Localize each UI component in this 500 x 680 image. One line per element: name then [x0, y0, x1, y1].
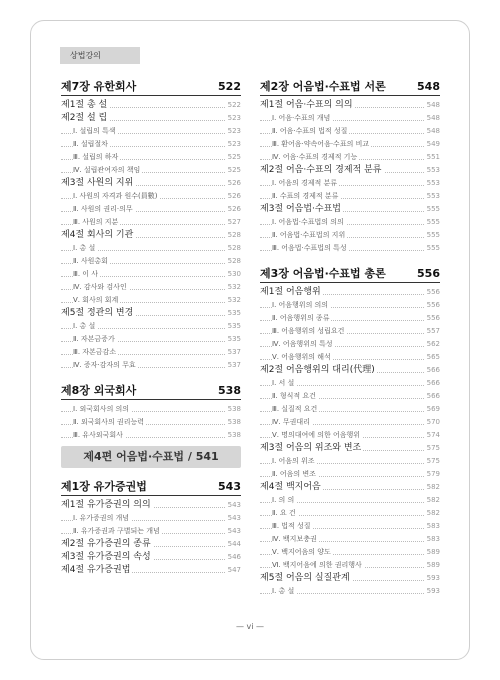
subsection-entry[interactable] — [260, 546, 440, 559]
subsection-entry-page: 569 — [425, 403, 440, 416]
subsection-entry-page: 543 — [226, 525, 241, 538]
subsection-entry-title: Ⅳ. 설립관여자의 책임 — [73, 164, 142, 177]
chapter-entry-page: 548 — [417, 80, 440, 93]
subsection-entry-title: Ⅰ. 유가증권의 개념 — [73, 512, 131, 525]
subsection-entry-title: Ⅳ. 어음행위의 특성 — [272, 338, 334, 351]
subsection-entry-page: 532 — [226, 281, 241, 294]
subsection-entry[interactable] — [61, 512, 241, 525]
subsection-entry-title: Ⅳ. 감사와 검사인 — [73, 281, 129, 294]
subsection-entry-title: Ⅳ. 증자·감자의 무효 — [73, 359, 138, 372]
subsection-entry-title: Ⅵ. 백지어음에 의한 권리행사 — [272, 559, 364, 572]
section-entry-page: 556 — [425, 286, 440, 299]
subsection-entry-page: 566 — [425, 390, 440, 403]
chapter-entry-title: 제1장 유가증권법 — [61, 480, 147, 493]
subsection-entry-page: 574 — [425, 429, 440, 442]
section-entry[interactable] — [260, 572, 440, 585]
subsection-entry-title: Ⅰ. 총 설 — [272, 585, 296, 598]
chapter-entry[interactable] — [61, 478, 241, 496]
section-entry-page: 522 — [226, 99, 241, 112]
subsection-entry-title: Ⅳ. 무권대리 — [272, 416, 312, 429]
subsection-entry-title: Ⅰ. 설립의 특색 — [73, 125, 118, 138]
subsection-entry-title: Ⅲ. 실질적 요건 — [272, 403, 319, 416]
subsection-entry[interactable] — [61, 125, 241, 138]
section-entry-title: 제3절 어음의 위조와 변조 — [260, 443, 362, 453]
subsection-entry[interactable] — [260, 151, 440, 164]
section-entry-page: 553 — [425, 164, 440, 177]
section-entry-page: 544 — [226, 538, 241, 551]
subsection-entry-title: Ⅲ. 이 사 — [73, 268, 100, 281]
chapter-entry[interactable] — [260, 265, 440, 283]
subsection-entry[interactable] — [260, 125, 440, 138]
subsection-entry-page: 532 — [226, 294, 241, 307]
section-entry-page: 582 — [425, 481, 440, 494]
subsection-entry[interactable] — [61, 416, 241, 429]
subsection-entry-title: Ⅴ. 명의대여에 의한 어음행위 — [272, 429, 362, 442]
section-entry[interactable] — [61, 177, 241, 190]
section-entry[interactable] — [260, 364, 440, 377]
subsection-entry[interactable] — [260, 229, 440, 242]
subsection-entry[interactable] — [61, 403, 241, 416]
subsection-entry-title: Ⅰ. 총 설 — [73, 320, 97, 333]
subsection-entry-title: Ⅰ. 어음·수표의 개념 — [272, 112, 332, 125]
section-entry-title: 제2절 설 립 — [61, 113, 108, 123]
section-entry-page: 546 — [226, 551, 241, 564]
chapter-entry-page: 538 — [218, 384, 241, 397]
subsection-entry-title: Ⅰ. 어음의 경제적 분류 — [272, 177, 339, 190]
subsection-entry[interactable] — [260, 533, 440, 546]
subsection-entry-page: 525 — [226, 151, 241, 164]
subsection-entry-page: 525 — [226, 164, 241, 177]
section-entry-page: 528 — [226, 229, 241, 242]
subsection-entry-page: 555 — [425, 242, 440, 255]
subsection-entry-page: 557 — [425, 325, 440, 338]
subsection-entry[interactable] — [61, 294, 241, 307]
subsection-entry[interactable] — [260, 455, 440, 468]
subsection-entry-page: 582 — [425, 494, 440, 507]
subsection-entry-page: 582 — [425, 507, 440, 520]
section-entry-title: 제3절 사원의 지위 — [61, 178, 134, 188]
subsection-entry-title: Ⅱ. 사원총회 — [73, 255, 110, 268]
chapter-entry[interactable] — [61, 382, 241, 400]
section-entry-title: 제1절 어음행위 — [260, 287, 321, 297]
section-entry-page: 555 — [425, 203, 440, 216]
subsection-entry[interactable] — [260, 494, 440, 507]
subsection-entry-page: 530 — [226, 268, 241, 281]
subsection-entry[interactable] — [61, 359, 241, 372]
subsection-entry-title: Ⅳ. 어음·수표의 경제적 기능 — [272, 151, 359, 164]
subsection-entry-title: Ⅰ. 어음법·수표법의 의의 — [272, 216, 346, 229]
subsection-entry-page: 543 — [226, 512, 241, 525]
subsection-entry-page: 553 — [425, 177, 440, 190]
subsection-entry-page: 570 — [425, 416, 440, 429]
subsection-entry-title: Ⅱ. 어음·수표의 법적 성질 — [272, 125, 349, 138]
subsection-entry[interactable] — [61, 333, 241, 346]
subsection-entry-page: 528 — [226, 242, 241, 255]
section-entry[interactable] — [61, 564, 241, 577]
subsection-entry[interactable] — [260, 190, 440, 203]
subsection-entry[interactable] — [260, 138, 440, 151]
subsection-entry[interactable] — [61, 525, 241, 538]
section-entry-page: 593 — [425, 572, 440, 585]
section-entry-title: 제3절 유가증권의 속성 — [61, 552, 151, 562]
subsection-entry[interactable] — [260, 177, 440, 190]
section-entry-title: 제5절 정관의 변경 — [61, 308, 134, 318]
section-entry-title: 제4절 유가증권법 — [61, 565, 131, 575]
subsection-entry[interactable] — [260, 507, 440, 520]
section-entry-title: 제2절 어음행위의 대리(代理) — [260, 365, 375, 375]
subsection-entry-page: 575 — [425, 455, 440, 468]
subsection-entry-page: 523 — [226, 138, 241, 151]
subsection-entry[interactable] — [260, 377, 440, 390]
subsection-entry-page: 537 — [226, 359, 241, 372]
toc-left-column — [61, 78, 241, 577]
subsection-entry-page: 526 — [226, 190, 241, 203]
subsection-entry-title: Ⅰ. 사원의 자격과 원수(員數) — [73, 190, 160, 203]
section-entry[interactable] — [61, 499, 241, 512]
subsection-entry-title: Ⅰ. 외국회사의 의의 — [73, 403, 131, 416]
chapter-entry-page: 522 — [218, 80, 241, 93]
subsection-entry-page: 538 — [226, 416, 241, 429]
subsection-entry-page: 535 — [226, 333, 241, 346]
subsection-entry[interactable] — [260, 468, 440, 481]
subsection-entry-title: Ⅰ. 어음행위의 의의 — [272, 299, 330, 312]
subsection-entry-title: Ⅲ. 사원의 지분 — [73, 216, 120, 229]
subsection-entry-title: Ⅲ. 자본금감소 — [73, 346, 118, 359]
chapter-entry[interactable] — [260, 78, 440, 96]
subsection-entry-title: Ⅰ. 어음의 위조 — [272, 455, 317, 468]
subsection-entry[interactable] — [260, 112, 440, 125]
subsection-entry-page: 583 — [425, 533, 440, 546]
subsection-entry-title: Ⅱ. 사원의 권리·의무 — [73, 203, 135, 216]
section-entry[interactable] — [61, 551, 241, 564]
chapter-entry-page: 543 — [218, 480, 241, 493]
subsection-entry[interactable] — [61, 151, 241, 164]
subsection-entry[interactable] — [260, 351, 440, 364]
subsection-entry-page: 523 — [226, 125, 241, 138]
subsection-entry[interactable] — [61, 138, 241, 151]
section-entry-page: 566 — [425, 364, 440, 377]
subsection-entry-page: 555 — [425, 216, 440, 229]
subsection-entry[interactable] — [61, 190, 241, 203]
subsection-entry[interactable] — [61, 255, 241, 268]
subsection-entry-page: 562 — [425, 338, 440, 351]
subsection-entry-page: 593 — [425, 585, 440, 598]
chapter-entry-title: 제7장 유한회사 — [61, 80, 137, 93]
page-number: — vi — — [235, 622, 265, 631]
subsection-entry[interactable] — [260, 312, 440, 325]
subsection-entry[interactable] — [260, 338, 440, 351]
subsection-entry[interactable] — [61, 164, 241, 177]
subsection-entry-title: Ⅲ. 법적 성질 — [272, 520, 313, 533]
subsection-entry-title: Ⅲ. 설립의 하자 — [73, 151, 120, 164]
subsection-entry-title: Ⅴ. 백지어음의 양도 — [272, 546, 333, 559]
subsection-entry-title: Ⅱ. 어음법·수표법의 지위 — [272, 229, 347, 242]
subsection-entry-title: Ⅱ. 수표의 경제적 분류 — [272, 190, 340, 203]
section-entry-page: 547 — [226, 564, 241, 577]
subsection-entry-page: 548 — [425, 125, 440, 138]
subsection-entry-title: Ⅲ. 유사외국회사 — [73, 429, 125, 442]
subsection-entry[interactable] — [260, 242, 440, 255]
subsection-entry-page: 551 — [425, 151, 440, 164]
subsection-entry[interactable] — [260, 429, 440, 442]
section-entry-title: 제1절 어음·수표의 의의 — [260, 100, 353, 110]
chapter-entry[interactable] — [61, 78, 241, 96]
subsection-entry-title: Ⅱ. 형식적 요건 — [272, 390, 318, 403]
subsection-entry-page: 583 — [425, 520, 440, 533]
subsection-entry-title: Ⅰ. 서 설 — [272, 377, 296, 390]
subsection-entry-page: 538 — [226, 429, 241, 442]
subsection-entry-page: 538 — [226, 403, 241, 416]
subsection-entry-page: 537 — [226, 346, 241, 359]
section-entry-title: 제4절 회사의 기관 — [61, 230, 134, 240]
subsection-entry-page: 555 — [425, 229, 440, 242]
subsection-entry[interactable] — [61, 346, 241, 359]
section-entry-page: 526 — [226, 177, 241, 190]
subsection-entry-page: 579 — [425, 468, 440, 481]
section-entry[interactable] — [260, 286, 440, 299]
subsection-entry[interactable] — [61, 216, 241, 229]
book-title-tab: 상법강의 — [60, 47, 140, 64]
section-entry-title: 제1절 총 설 — [61, 100, 108, 110]
section-entry-title: 제4절 백지어음 — [260, 482, 321, 492]
subsection-entry-page: 565 — [425, 351, 440, 364]
chapter-entry-title: 제8장 외국회사 — [61, 384, 137, 397]
section-entry-title: 제2절 어음·수표의 경제적 분류 — [260, 165, 382, 175]
section-entry-page: 523 — [226, 112, 241, 125]
subsection-entry-page: 553 — [425, 190, 440, 203]
subsection-entry[interactable] — [61, 281, 241, 294]
subsection-entry[interactable] — [61, 268, 241, 281]
subsection-entry[interactable] — [260, 325, 440, 338]
chapter-entry-page: 556 — [417, 267, 440, 280]
subsection-entry[interactable] — [260, 403, 440, 416]
subsection-entry-title: Ⅱ. 어음행위의 종류 — [272, 312, 331, 325]
section-entry[interactable] — [260, 203, 440, 216]
subsection-entry-page: 589 — [425, 546, 440, 559]
section-entry-page: 575 — [425, 442, 440, 455]
section-entry-title: 제2절 유가증권의 종류 — [61, 539, 151, 549]
subsection-entry[interactable] — [260, 216, 440, 229]
subsection-entry-title: Ⅳ. 백지보충권 — [272, 533, 319, 546]
subsection-entry-title: Ⅱ. 요 건 — [272, 507, 298, 520]
subsection-entry-title: Ⅲ. 어음행위의 성립요건 — [272, 325, 346, 338]
chapter-entry-title: 제3장 어음법·수표법 총론 — [260, 267, 386, 280]
toc-right-column — [260, 78, 440, 598]
section-entry[interactable] — [61, 307, 241, 320]
part-banner: 제4편 어음법·수표법 / 541 — [61, 446, 241, 468]
subsection-entry-title: Ⅴ. 회사의 회계 — [73, 294, 120, 307]
section-entry[interactable] — [61, 538, 241, 551]
subsection-entry-page: 526 — [226, 203, 241, 216]
section-entry-title: 제5절 어음의 실질관계 — [260, 573, 350, 583]
subsection-entry-page: 556 — [425, 312, 440, 325]
subsection-entry-page: 548 — [425, 112, 440, 125]
section-entry-page: 543 — [226, 499, 241, 512]
subsection-entry-page: 589 — [425, 559, 440, 572]
subsection-entry-title: Ⅴ. 어음행위의 해석 — [272, 351, 333, 364]
spacer — [260, 255, 440, 265]
subsection-entry-title: Ⅲ. 어음법·수표법의 특성 — [272, 242, 349, 255]
subsection-entry-title: Ⅱ. 외국회사의 권리능력 — [73, 416, 146, 429]
subsection-entry-title: Ⅱ. 자본금증가 — [73, 333, 117, 346]
section-entry[interactable] — [260, 164, 440, 177]
subsection-entry-title: Ⅰ. 의 의 — [272, 494, 296, 507]
subsection-entry-page: 527 — [226, 216, 241, 229]
subsection-entry[interactable] — [61, 429, 241, 442]
subsection-entry-page: 535 — [226, 320, 241, 333]
section-entry-title: 제1절 유가증권의 의의 — [61, 500, 151, 510]
subsection-entry-title: Ⅲ. 환어음·약속어음·수표의 비교 — [272, 138, 371, 151]
section-entry[interactable] — [61, 229, 241, 242]
subsection-entry-title: Ⅱ. 어음의 변조 — [272, 468, 318, 481]
subsection-entry-title: Ⅰ. 총 설 — [73, 242, 97, 255]
section-entry[interactable] — [61, 112, 241, 125]
subsection-entry-title: Ⅱ. 유가증권과 구별되는 개념 — [73, 525, 162, 538]
subsection-entry-page: 556 — [425, 299, 440, 312]
subsection-entry-page: 528 — [226, 255, 241, 268]
section-entry-page: 548 — [425, 99, 440, 112]
subsection-entry-title: Ⅱ. 설립절차 — [73, 138, 110, 151]
spacer — [61, 372, 241, 382]
section-entry-title: 제3절 어음법·수표법 — [260, 204, 342, 214]
section-entry[interactable] — [260, 442, 440, 455]
subsection-entry[interactable] — [260, 520, 440, 533]
section-entry-page: 535 — [226, 307, 241, 320]
subsection-entry[interactable] — [260, 390, 440, 403]
section-entry[interactable] — [61, 99, 241, 112]
subsection-entry[interactable] — [260, 559, 440, 572]
chapter-entry-title: 제2장 어음법·수표법 서론 — [260, 80, 386, 93]
subsection-entry[interactable] — [61, 242, 241, 255]
subsection-entry[interactable] — [260, 299, 440, 312]
subsection-entry-page: 566 — [425, 377, 440, 390]
section-entry[interactable] — [260, 481, 440, 494]
section-entry[interactable] — [260, 99, 440, 112]
subsection-entry[interactable] — [260, 416, 440, 429]
subsection-entry[interactable] — [61, 203, 241, 216]
subsection-entry-page: 549 — [425, 138, 440, 151]
subsection-entry[interactable] — [260, 585, 440, 598]
subsection-entry[interactable] — [61, 320, 241, 333]
